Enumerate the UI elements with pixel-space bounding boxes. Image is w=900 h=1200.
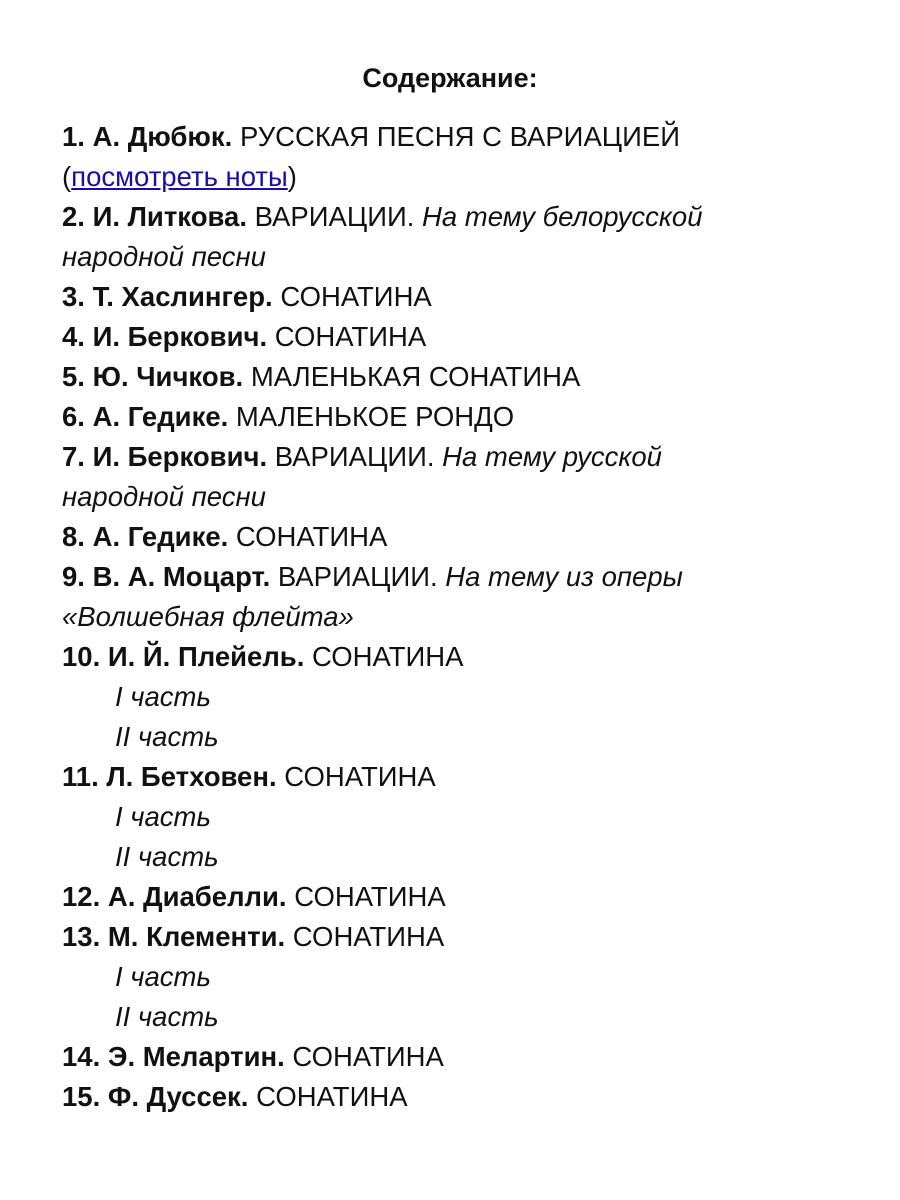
entry-subtitle: На тему белорусской <box>422 201 703 232</box>
entry-subtitle-continuation: «Волшебная флейта» <box>62 601 354 632</box>
entry-work: ВАРИАЦИИ. <box>274 441 435 472</box>
entry-subtitle-continuation: народной песни <box>62 241 266 272</box>
entry-author: А. Диабелли. <box>107 881 287 912</box>
entry-subtitle-continuation: народной песни <box>62 481 266 512</box>
entry-part: I часть <box>115 681 211 712</box>
entry-number: 14. <box>62 1041 101 1072</box>
entry-author: А. Гедике. <box>92 401 229 432</box>
toc-entry-6 <box>62 397 862 437</box>
entry-part: II часть <box>115 1001 219 1032</box>
toc-entry-5 <box>62 357 862 397</box>
entry-work: СОНАТИНА <box>312 641 464 672</box>
entry-author: А. Дюбюк. <box>92 121 233 152</box>
entry-work: РУССКАЯ ПЕСНЯ С ВАРИАЦИЕЙ <box>239 121 681 152</box>
entry-work: МАЛЕНЬКОЕ РОНДО <box>235 401 515 432</box>
table-of-contents <box>62 117 862 1117</box>
entry-author: А. Гедике. <box>92 521 229 552</box>
entry-part: II часть <box>115 721 219 752</box>
entry-author: И. Беркович. <box>92 441 268 472</box>
entry-author: М. Клементи. <box>107 921 286 952</box>
toc-entry-1 <box>62 117 862 157</box>
entry-number: 13. <box>62 921 101 952</box>
entry-subtitle: На тему из оперы <box>445 561 683 592</box>
entry-author: Ф. Дуссек. <box>107 1081 249 1112</box>
toc-entry-9 <box>62 557 862 597</box>
toc-entry-10 <box>62 637 862 677</box>
entry-author: Э. Мелартин. <box>107 1041 285 1072</box>
entry-number: 11. <box>62 761 99 792</box>
entry-work: ВАРИАЦИИ. <box>277 561 438 592</box>
view-notes-line <box>62 157 862 197</box>
toc-entry-3 <box>62 277 862 317</box>
entry-number: 2. <box>62 201 85 232</box>
toc-entry-15 <box>62 1077 862 1117</box>
toc-entry-14 <box>62 1037 862 1077</box>
entry-number: 15. <box>62 1081 101 1112</box>
entry-author: И. Литкова. <box>92 201 247 232</box>
entry-work: СОНАТИНА <box>280 281 432 312</box>
entry-number: 10. <box>62 641 101 672</box>
entry-author: Л. Бетховен. <box>106 761 277 792</box>
toc-entry-12 <box>62 877 862 917</box>
entry-work: СОНАТИНА <box>274 321 427 352</box>
toc-entry-4 <box>62 317 862 357</box>
entry-work: СОНАТИНА <box>294 881 446 912</box>
entry-number: 3. <box>62 281 85 312</box>
entry-author: Т. Хаслингер. <box>92 281 273 312</box>
view-notes-link[interactable]: посмотреть ноты <box>71 161 288 192</box>
entry-number: 1. <box>62 121 85 152</box>
entry-work: СОНАТИНА <box>284 761 436 792</box>
entry-work: СОНАТИНА <box>292 1041 444 1072</box>
entry-author: И. Беркович. <box>92 321 268 352</box>
paren-open: ( <box>62 161 72 192</box>
page-title: Содержание: <box>362 63 538 93</box>
entry-work: МАЛЕНЬКАЯ СОНАТИНА <box>250 361 581 392</box>
entry-part: I часть <box>115 961 211 992</box>
entry-author: В. А. Моцарт. <box>92 561 271 592</box>
toc-entry-7 <box>62 437 862 477</box>
entry-number: 9. <box>62 561 85 592</box>
entry-number: 8. <box>62 521 85 552</box>
entry-author: Ю. Чичков. <box>92 361 244 392</box>
entry-number: 6. <box>62 401 85 432</box>
entry-part: I часть <box>115 801 211 832</box>
entry-work: СОНАТИНА <box>235 521 388 552</box>
entry-number: 7. <box>62 441 85 472</box>
entry-number: 4. <box>62 321 85 352</box>
paren-close: ) <box>287 161 297 192</box>
entry-work: ВАРИАЦИИ. <box>254 201 415 232</box>
entry-subtitle: На тему русской <box>442 441 662 472</box>
toc-entry-13 <box>62 917 862 957</box>
entry-author: И. Й. Плейель. <box>107 641 305 672</box>
entry-part: II часть <box>115 841 219 872</box>
entry-number: 12. <box>62 881 101 912</box>
toc-entry-11 <box>62 757 862 797</box>
entry-work: СОНАТИНА <box>256 1081 408 1112</box>
toc-entry-2 <box>62 197 862 237</box>
entry-work: СОНАТИНА <box>292 921 445 952</box>
toc-entry-8 <box>62 517 862 557</box>
entry-number: 5. <box>62 361 85 392</box>
